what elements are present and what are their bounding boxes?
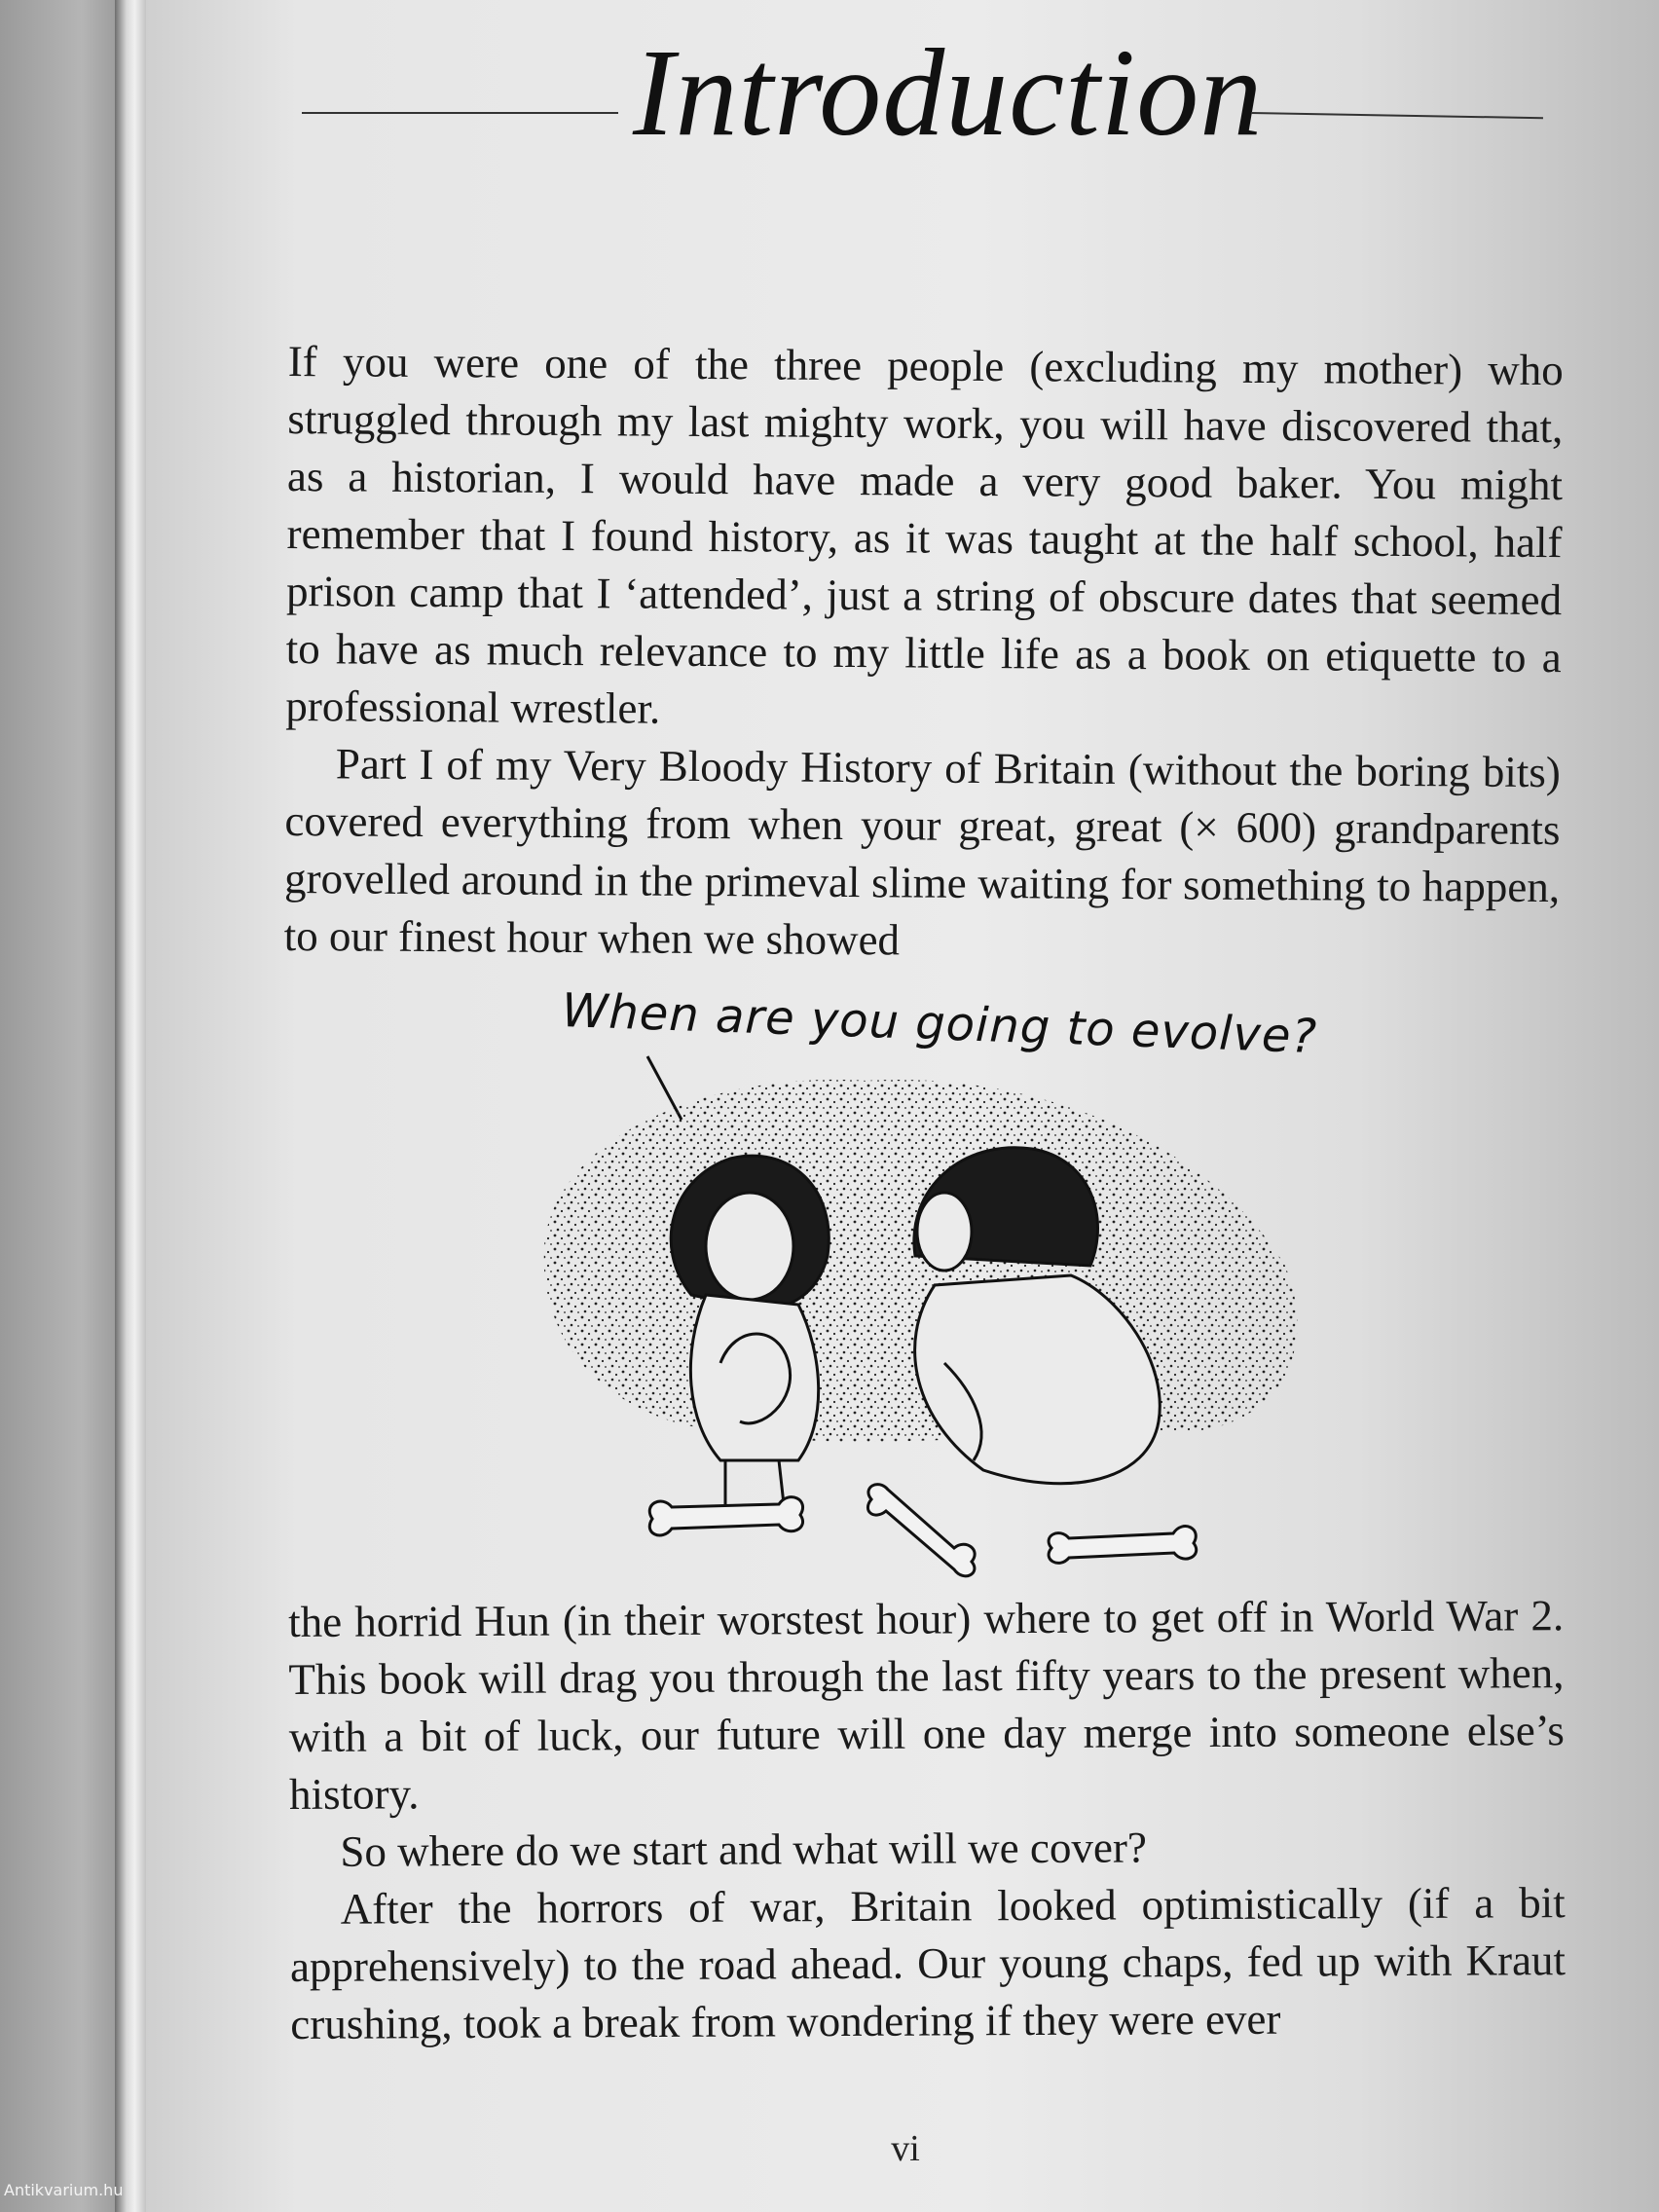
- heading-rule-right: [1251, 112, 1543, 119]
- text-block-bottom: [288, 1587, 1566, 2053]
- paragraph-3: the horrid Hun (in their worstest hour) where to get off in World War 2. This book will drag you through the last fifty years to the present when, with a bit of luck, our future will one day merge into someone else’s history.: [288, 1591, 1565, 1819]
- heading-rule-left: [302, 112, 618, 114]
- bones-left: [649, 1485, 975, 1576]
- book-spine: [115, 0, 148, 2212]
- watermark: Antikvarium.hu: [4, 2181, 124, 2199]
- caveman-left: [671, 1156, 829, 1504]
- text-block-top: [283, 333, 1563, 974]
- cartoon-illustration: [526, 974, 1314, 1597]
- bones-right: [1049, 1527, 1197, 1564]
- chapter-heading: [302, 19, 1558, 162]
- page-number: vi: [891, 2128, 920, 2169]
- paragraph-1: If you were one of the three people (excluding my mother) who struggled through my last mighty work, you will have discovered that, as a historian, I would have made a very good baker. You might remember that I found history, as it was taught at the half school, half prison camp that I ‘attended’, just a string of obscure dates that seemed to have as much relevance to my little life as a book on etiquette to a professional wrestler.: [285, 336, 1564, 733]
- paragraph-5: After the horrors of war, Britain looked optimistically (if a bit apprehensively) to the road ahead. Our young chaps, fed up with Kraut crushing, took a break from wondering if they were ever: [289, 1878, 1567, 2048]
- chapter-title: Introduction: [633, 23, 1264, 162]
- paragraph-4: So where do we start and what will we cover?: [340, 1823, 1147, 1876]
- paragraph-2: Part I of my Very Bloody History of Britain (without the boring bits) covered everything from when your great, great (× 600) grandparents grovelled around in the primeval slime waiting for something to happen, to our finest hour when we showed: [283, 739, 1562, 965]
- cartoon-speech-caption: When are you going to evolve?: [561, 983, 1318, 1065]
